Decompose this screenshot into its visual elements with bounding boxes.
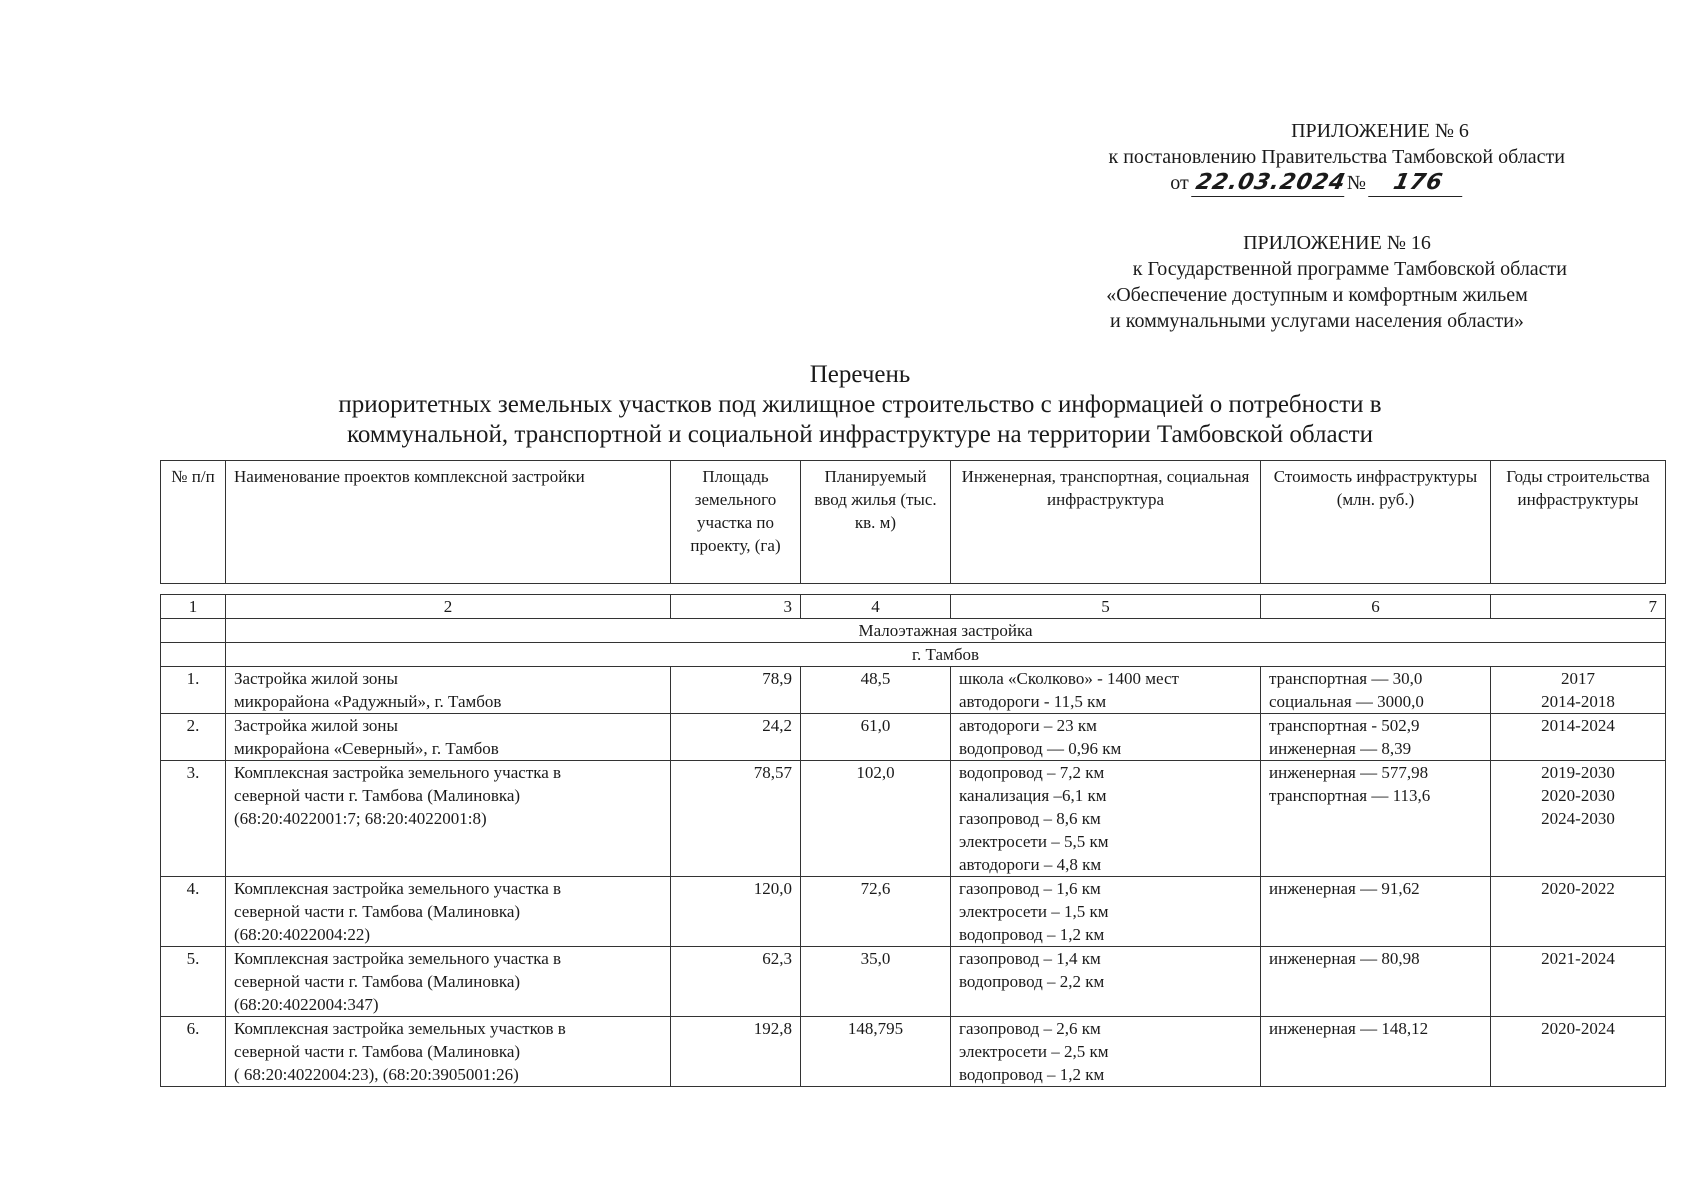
row-area <box>671 1017 801 1087</box>
document-title <box>160 360 1560 450</box>
appendix-16-line1: к Государственной программе Тамбовской области <box>1132 258 1567 280</box>
row-infra-line: автодороги – 4,8 км <box>959 855 1102 874</box>
row-infra-line: автодороги - 11,5 км <box>959 692 1107 711</box>
row-area-line: 192,8 <box>753 1019 792 1038</box>
col-number: 4 <box>801 595 951 619</box>
section-row-city <box>161 643 1666 667</box>
row-num <box>161 714 226 761</box>
row-infra-line: электросети – 2,5 км <box>959 1042 1109 1061</box>
appendix-6-line1: к постановлению Правительства Тамбовской области <box>1108 146 1565 168</box>
row-cost <box>1261 761 1491 877</box>
row-housing <box>801 667 951 714</box>
row-infra-line: водопровод – 1,2 км <box>959 1065 1105 1084</box>
row-name-line: Комплексная застройка земельных участков в <box>234 1019 566 1038</box>
col-number: 2 <box>226 595 671 619</box>
row-years <box>1491 761 1666 877</box>
appendix-6-block <box>1005 118 1565 197</box>
section-blank <box>161 619 226 643</box>
row-num <box>161 1017 226 1087</box>
row-infra-line: газопровод – 1,4 км <box>959 949 1101 968</box>
col-number: 3 <box>671 595 801 619</box>
row-years <box>1491 947 1666 1017</box>
row-num <box>161 667 226 714</box>
row-area <box>671 714 801 761</box>
row-years-line: 2024-2030 <box>1541 809 1615 828</box>
row-infra-line: водопровод – 1,2 км <box>959 925 1105 944</box>
row-years-line: 2020-2022 <box>1541 879 1615 898</box>
row-name <box>226 877 671 947</box>
row-name-line: северной части г. Тамбова (Малиновка) <box>234 786 521 805</box>
row-housing <box>801 877 951 947</box>
header-num: № п/п <box>161 461 226 584</box>
table-row <box>161 947 1666 1017</box>
row-cost-line: инженерная — 80,98 <box>1269 949 1420 968</box>
table-row <box>161 877 1666 947</box>
row-infra-line: канализация –6,1 км <box>959 786 1107 805</box>
row-housing <box>801 947 951 1017</box>
row-name-line: Комплексная застройка земельного участка в <box>234 763 562 782</box>
row-name-line: микрорайона «Радужный», г. Тамбов <box>234 692 502 711</box>
appendix-16-block <box>1067 230 1567 334</box>
handwritten-date: 22.03.2024 <box>1191 170 1350 197</box>
row-area-line: 120,0 <box>753 879 792 898</box>
row-name-line: микрорайона «Северный», г. Тамбов <box>234 739 499 758</box>
row-area-line: 78,9 <box>762 669 792 688</box>
section-city: г. Тамбов <box>226 643 1666 667</box>
row-num-line: 3. <box>186 763 200 782</box>
row-num-line: 1. <box>186 669 200 688</box>
appendix-6-title: ПРИЛОЖЕНИЕ № 6 <box>1291 120 1469 142</box>
appendix-6-date-line <box>1005 170 1565 197</box>
row-cost <box>1261 947 1491 1017</box>
title-line3: коммунальной, транспортной и социальной инфраструктуре на территории Тамбовской области <box>347 421 1373 448</box>
row-cost-line: транспортная - 502,9 <box>1269 716 1420 735</box>
row-name <box>226 947 671 1017</box>
row-infra <box>951 1017 1261 1087</box>
row-name-line: ( 68:20:4022004:23), (68:20:3905001:26) <box>234 1065 519 1084</box>
row-housing-line: 48,5 <box>860 669 891 688</box>
section-blank <box>161 643 226 667</box>
row-area <box>671 761 801 877</box>
row-num <box>161 947 226 1017</box>
row-cost-line: транспортная — 113,6 <box>1269 786 1431 805</box>
col-number: 5 <box>951 595 1261 619</box>
row-housing-line: 72,6 <box>860 879 891 898</box>
row-infra <box>951 947 1261 1017</box>
row-infra-line: водопровод – 7,2 км <box>959 763 1105 782</box>
row-area <box>671 877 801 947</box>
table-body <box>160 594 1666 1087</box>
row-name-line: северной части г. Тамбова (Малиновка) <box>234 1042 521 1061</box>
header-cost: Стоимость инфраструктуры (млн. руб.) <box>1261 461 1491 584</box>
row-infra <box>951 667 1261 714</box>
col-number: 6 <box>1261 595 1491 619</box>
row-area <box>671 667 801 714</box>
row-cost-line: инженерная — 8,39 <box>1269 739 1412 758</box>
row-name <box>226 1017 671 1087</box>
row-years <box>1491 667 1666 714</box>
row-years <box>1491 877 1666 947</box>
row-name-line: (68:20:4022004:22) <box>234 925 370 944</box>
row-years <box>1491 1017 1666 1087</box>
row-infra <box>951 877 1261 947</box>
row-area-line: 78,57 <box>753 763 792 782</box>
row-infra-line: газопровод – 1,6 км <box>959 879 1101 898</box>
row-cost-line: инженерная — 577,98 <box>1269 763 1429 782</box>
table-row <box>161 667 1666 714</box>
row-housing <box>801 714 951 761</box>
header-name: Наименование проектов комплексной застройки <box>226 461 671 584</box>
title-line2: приоритетных земельных участков под жилищное строительство с информацией о потребности в <box>338 391 1382 418</box>
row-cost <box>1261 714 1491 761</box>
row-name <box>226 761 671 877</box>
row-num <box>161 877 226 947</box>
row-housing-line: 148,795 <box>847 1019 904 1038</box>
header-years: Годы строительства инфраструктуры <box>1491 461 1666 584</box>
row-num-line: 2. <box>186 716 200 735</box>
row-infra <box>951 761 1261 877</box>
row-num-line: 6. <box>186 1019 200 1038</box>
row-cost-line: социальная — 3000,0 <box>1269 692 1424 711</box>
row-housing <box>801 1017 951 1087</box>
row-name-line: (68:20:4022004:347) <box>234 995 379 1014</box>
row-name-line: (68:20:4022001:7; 68:20:4022001:8) <box>234 809 487 828</box>
row-housing-line: 102,0 <box>856 763 895 782</box>
row-cost-line: транспортная — 30,0 <box>1269 669 1423 688</box>
row-infra-line: водопровод — 0,96 км <box>959 739 1122 758</box>
row-area-line: 24,2 <box>762 716 792 735</box>
title-line1: Перечень <box>809 361 911 388</box>
table-row <box>161 761 1666 877</box>
row-years-line: 2017 <box>1561 669 1595 688</box>
row-num-line: 4. <box>186 879 200 898</box>
handwritten-number: 176 <box>1368 170 1468 197</box>
row-name <box>226 667 671 714</box>
row-housing-line: 35,0 <box>860 949 891 968</box>
row-name-line: северной части г. Тамбова (Малиновка) <box>234 972 521 991</box>
table-row <box>161 714 1666 761</box>
row-name <box>226 714 671 761</box>
row-name-line: Застройка жилой зоны <box>234 669 398 688</box>
row-infra-line: газопровод – 2,6 км <box>959 1019 1101 1038</box>
row-infra-line: водопровод – 2,2 км <box>959 972 1105 991</box>
row-years-line: 2021-2024 <box>1541 949 1615 968</box>
row-cost <box>1261 877 1491 947</box>
appendix-16-line3: и коммунальными услугами населения области» <box>1110 310 1524 332</box>
row-infra-line: газопровод – 8,6 км <box>959 809 1101 828</box>
appendix-16-title: ПРИЛОЖЕНИЕ № 16 <box>1243 232 1431 254</box>
row-infra-line: электросети – 5,5 км <box>959 832 1109 851</box>
row-num-line: 5. <box>186 949 200 968</box>
row-cost-line: инженерная — 148,12 <box>1269 1019 1429 1038</box>
table-rows <box>161 595 1666 1087</box>
row-area-line: 62,3 <box>762 949 792 968</box>
header-infra: Инженерная, транспортная, социальная инфраструктура <box>951 461 1261 584</box>
row-housing-line: 61,0 <box>860 716 891 735</box>
section-lowrise: Малоэтажная застройка <box>226 619 1666 643</box>
row-years-line: 2014-2018 <box>1541 692 1615 711</box>
row-years-line: 2014-2024 <box>1541 716 1615 735</box>
row-infra-line: школа «Сколково» - 1400 мест <box>959 669 1179 688</box>
row-cost <box>1261 667 1491 714</box>
row-housing <box>801 761 951 877</box>
appendix-16-line2: «Обеспечение доступным и комфортным жильем <box>1106 284 1528 306</box>
row-infra <box>951 714 1261 761</box>
table-header <box>160 460 1666 584</box>
column-number-row <box>161 595 1666 619</box>
row-name-line: Комплексная застройка земельного участка в <box>234 879 562 898</box>
row-infra-line: электросети – 1,5 км <box>959 902 1109 921</box>
number-sign: № <box>1346 172 1366 194</box>
row-name-line: Комплексная застройка земельного участка в <box>234 949 562 968</box>
row-name-line: северной части г. Тамбова (Малиновка) <box>234 902 521 921</box>
row-years-line: 2020-2030 <box>1541 786 1615 805</box>
row-area <box>671 947 801 1017</box>
header-housing: Планируемый ввод жилья (тыс. кв. м) <box>801 461 951 584</box>
row-num <box>161 761 226 877</box>
row-infra-line: автодороги – 23 км <box>959 716 1097 735</box>
row-name-line: Застройка жилой зоны <box>234 716 398 735</box>
header-area: Площадь земельного участка по проекту, (га) <box>671 461 801 584</box>
section-row-lowrise <box>161 619 1666 643</box>
table-row <box>161 1017 1666 1087</box>
col-number: 7 <box>1491 595 1666 619</box>
row-years-line: 2020-2024 <box>1541 1019 1615 1038</box>
row-cost-line: инженерная — 91,62 <box>1269 879 1420 898</box>
from-prefix: от <box>1170 172 1189 194</box>
row-cost <box>1261 1017 1491 1087</box>
row-years <box>1491 714 1666 761</box>
row-years-line: 2019-2030 <box>1541 763 1615 782</box>
col-number: 1 <box>161 595 226 619</box>
